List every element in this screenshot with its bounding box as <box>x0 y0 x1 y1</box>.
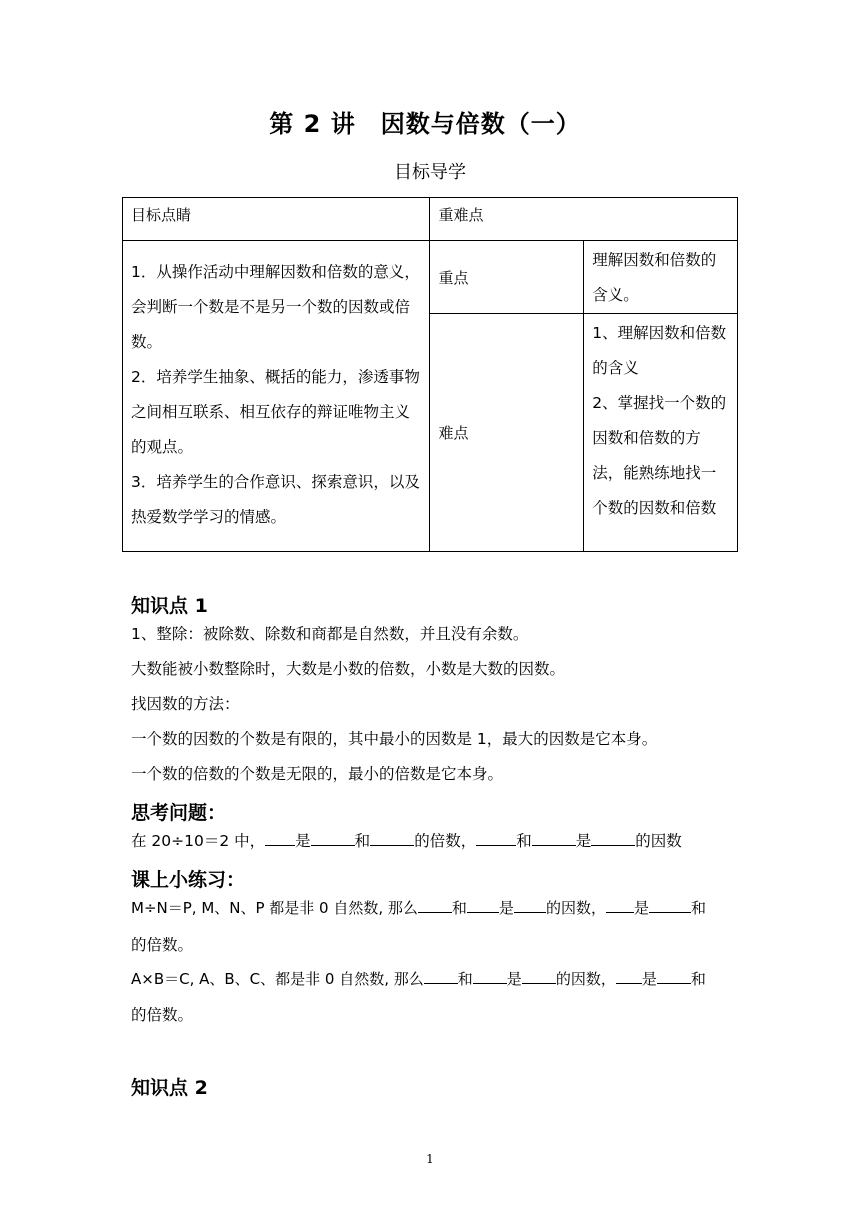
practice-prefix: A×B＝C, A、B、C、都是非 0 自然数, 那么 <box>131 970 424 988</box>
difficult-item: 1、理解因数和倍数的含义 <box>592 324 727 377</box>
key-point-label: 重点 <box>430 241 584 314</box>
think-word: 是 <box>295 832 311 850</box>
think-question <box>131 829 682 851</box>
practice-word: 是 <box>506 970 522 988</box>
think-word: 和 <box>354 832 371 850</box>
answer-blank[interactable] <box>649 896 691 913</box>
goal-item: 1．从操作活动中理解因数和倍数的意义，会判断一个数是不是另一个数的因数或倍数。 <box>131 263 420 351</box>
answer-blank[interactable] <box>265 829 295 846</box>
practice-word: 和 <box>690 899 706 917</box>
answer-blank[interactable] <box>532 829 576 846</box>
practice-prefix: M÷N＝P, M、N、P 都是非 0 自然数, 那么 <box>131 899 418 917</box>
think-word: 是 <box>575 832 592 850</box>
think-word: 的因数 <box>635 832 682 850</box>
knowledge-line: 找因数的方法： <box>131 695 240 713</box>
knowledge-point-1-heading: 知识点 1 <box>131 595 208 617</box>
page-number: 1 <box>426 1152 434 1166</box>
practice-question-2 <box>131 967 706 989</box>
knowledge-point-2-heading: 知识点 2 <box>131 1077 208 1099</box>
think-word: 和 <box>516 832 532 850</box>
lesson-title: 第 2 讲 因数与倍数（一） <box>269 110 581 138</box>
knowledge-line: 大数能被小数整除时，大数是小数的倍数，小数是大数的因数。 <box>131 660 566 678</box>
think-word: 的倍数， <box>414 832 477 850</box>
practice-word: 的因数， <box>545 899 606 917</box>
answer-blank[interactable] <box>473 967 507 984</box>
difficult-item: 2、掌握找一个数的因数和倍数的方法，能熟练地找一个数的因数和倍数 <box>592 394 727 517</box>
practice-question-1 <box>131 896 706 918</box>
practice-word: 和 <box>690 970 706 988</box>
key-difficult-header: 重难点 <box>430 198 738 241</box>
practice-question-1-end: 的倍数。 <box>131 936 194 954</box>
answer-blank[interactable] <box>657 967 691 984</box>
answer-blank[interactable] <box>591 829 635 846</box>
goals-table <box>122 197 738 552</box>
section-subtitle: 目标导学 <box>394 162 466 183</box>
practice-word: 和 <box>457 970 473 988</box>
goals-cell <box>123 241 430 552</box>
difficult-point-content <box>584 314 738 552</box>
answer-blank[interactable] <box>311 829 355 846</box>
practice-word: 是 <box>641 970 657 988</box>
practice-word: 是 <box>633 899 649 917</box>
practice-question-2-end: 的倍数。 <box>131 1006 194 1024</box>
knowledge-line: 1、整除：被除数、除数和商都是自然数，并且没有余数。 <box>131 625 529 643</box>
answer-blank[interactable] <box>606 896 634 913</box>
key-point-content: 理解因数和倍数的含义。 <box>584 241 738 314</box>
answer-blank[interactable] <box>514 896 546 913</box>
answer-blank[interactable] <box>424 967 458 984</box>
goal-item: 3．培养学生的合作意识、探索意识，以及热爱数学学习的情感。 <box>131 473 420 526</box>
practice-heading: 课上小练习： <box>131 869 246 891</box>
knowledge-line: 一个数的因数的个数是有限的，其中最小的因数是 1，最大的因数是它本身。 <box>131 730 658 748</box>
answer-blank[interactable] <box>476 829 516 846</box>
answer-blank[interactable] <box>467 896 499 913</box>
practice-word: 是 <box>498 899 514 917</box>
practice-word: 和 <box>451 899 467 917</box>
difficult-point-label: 难点 <box>430 314 584 552</box>
answer-blank[interactable] <box>418 896 452 913</box>
answer-blank[interactable] <box>370 829 414 846</box>
knowledge-line: 一个数的倍数的个数是无限的，最小的倍数是它本身。 <box>131 765 504 783</box>
think-heading: 思考问题： <box>131 802 227 824</box>
answer-blank[interactable] <box>616 967 642 984</box>
goals-header: 目标点睛 <box>123 198 430 241</box>
answer-blank[interactable] <box>522 967 556 984</box>
practice-word: 的因数， <box>555 970 616 988</box>
goal-item: 2．培养学生抽象、概括的能力，渗透事物之间相互联系、相互依存的辩证唯物主义的观点。 <box>131 368 420 456</box>
think-prefix: 在 20÷10＝2 中， <box>131 832 266 850</box>
